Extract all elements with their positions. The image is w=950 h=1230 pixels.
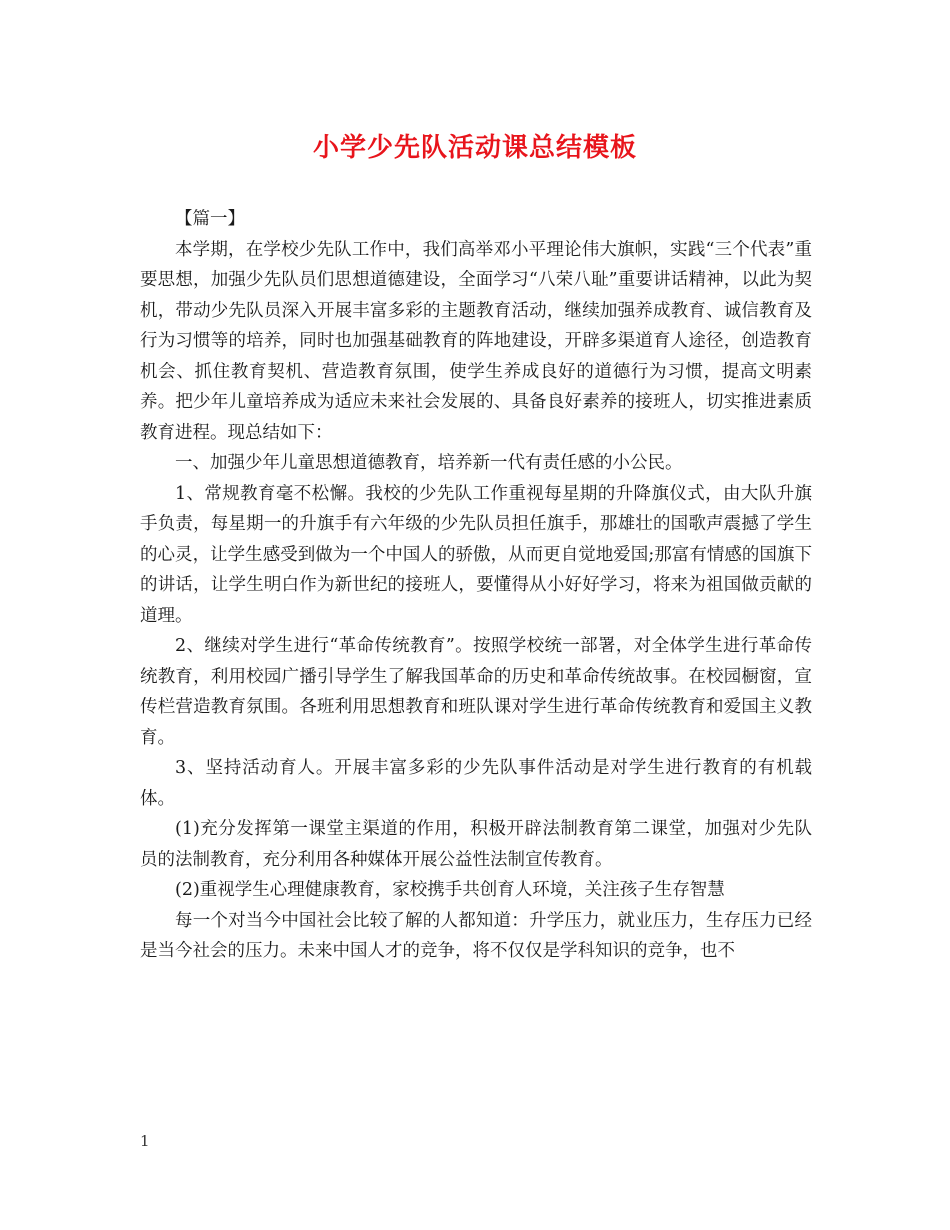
document-body	[140, 204, 812, 967]
paragraph: 1、常规教育毫不松懈。我校的少先队工作重视每星期的升降旗仪式，由大队升旗手负责，每星期一的升旗手有六年级的少先队员担任旗手，那雄壮的国歌声震撼了学生的心灵，让学生感受到做为一个中国人的骄傲，从而更自觉地爱国;那富有情感的国旗下的讲话，让学生明白作为新世纪的接班人，要懂得从小好好学习，将来为祖国做贡献的道理。	[140, 483, 812, 626]
paragraph: 本学期，在学校少先队工作中，我们高举邓小平理论伟大旗帜，实践“三个代表”重要思想，加强少先队员们思想道德建设，全面学习“八荣八耻”重要讲话精神，以此为契机，带动少先队员深入开展丰富多彩的主题教育活动，继续加强养成教育、诚信教育及行为习惯等的培养，同时也加强基础教育的阵地建设，开辟多渠道育人途径，创造教育机会、抓住教育契机、营造教育氛围，使学生养成良好的道德行为习惯，提高文明素养。把少年儿童培养成为适应未来社会发展的、具备良好素养的接班人，切实推进素质教育进程。现总结如下：	[140, 239, 812, 443]
page-number: 1	[140, 1132, 150, 1150]
paragraph: 2、继续对学生进行“革命传统教育”。按照学校统一部署，对全体学生进行革命传统教育，利用校园广播引导学生了解我国革命的历史和革命传统故事。在校园橱窗，宣传栏营造教育氛围。各班利用思想教育和班队课对学生进行革命传统教育和爱国主义教育。	[140, 636, 812, 748]
paragraph: (1)充分发挥第一课堂主渠道的作用，积极开辟法制教育第二课堂，加强对少先队员的法制教育，充分利用各种媒体开展公益性法制宣传教育。	[140, 819, 812, 870]
paragraph: 每一个对当今中国社会比较了解的人都知道：升学压力，就业压力，生存压力已经是当今社会的压力。未来中国人才的竞争，将不仅仅是学科知识的竞争，也不	[140, 910, 812, 961]
section-heading: 【篇一】	[175, 209, 245, 229]
paragraph: 3、坚持活动育人。开展丰富多彩的少先队事件活动是对学生进行教育的有机载体。	[140, 758, 812, 809]
document-title: 小学少先队活动课总结模板	[312, 133, 637, 163]
paragraph: 一、加强少年儿童思想道德教育，培养新一代有责任感的小公民。	[175, 453, 683, 473]
paragraph: (2)重视学生心理健康教育，家校携手共创育人环境，关注孩子生存智慧	[175, 880, 725, 900]
